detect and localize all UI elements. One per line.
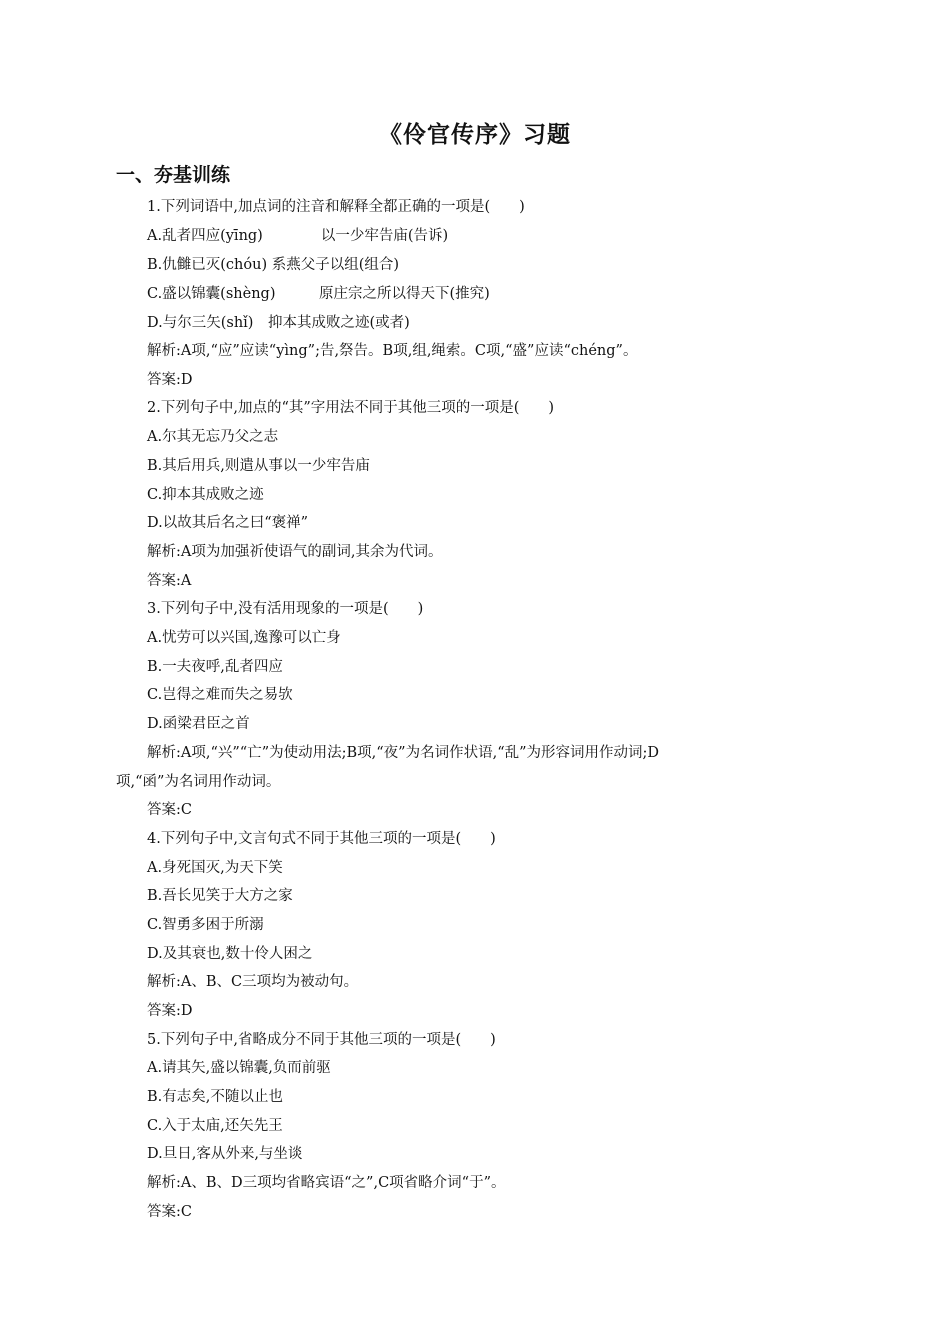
question-5-analysis: 解析:A、B、D三项均省略宾语“之”,C项省略介词“于”。 [147,1175,506,1191]
section-heading: 一、夯基训练 [116,164,231,186]
question-2-option-d: D.以故其后名之曰“褒禅” [147,515,309,531]
question-1-option-c: C.盛以锦囊(shèng) 原庄宗之所以得天下(推究) [147,286,490,302]
question-4-option-b: B.吾长见笑于大方之家 [147,888,293,904]
question-2-option-c: C.抑本其成败之迹 [147,487,264,503]
question-4-answer: 答案:D [147,1003,193,1019]
question-5-stem: 5.下列句子中,省略成分不同于其他三项的一项是( ) [147,1032,496,1048]
question-3-option-c: C.岂得之难而失之易欤 [147,687,293,703]
question-3-option-b: B.一夫夜呼,乱者四应 [147,659,283,675]
document-title: 《伶官传序》习题 [379,122,571,148]
question-2-answer: 答案:A [147,573,192,589]
question-4-analysis: 解析:A、B、C三项均为被动句。 [147,974,359,990]
question-4-stem: 4.下列句子中,文言句式不同于其他三项的一项是( ) [147,831,496,847]
question-3-option-d: D.函梁君臣之首 [147,716,250,732]
question-5-option-b: B.有志矣,不随以止也 [147,1089,283,1105]
question-5-option-a: A.请其矢,盛以锦囊,负而前驱 [147,1060,331,1076]
question-1-analysis: 解析:A项,“应”应读“yìng”;告,祭告。B项,组,绳索。C项,“盛”应读“chéng”。 [147,343,638,359]
question-5-answer: 答案:C [147,1204,192,1220]
question-3-analysis-continued: 项,“函”为名词用作动词。 [116,774,281,790]
question-4-option-d: D.及其衰也,数十伶人困之 [147,946,313,962]
question-3-answer: 答案:C [147,802,192,818]
question-2-option-a: A.尔其无忘乃父之志 [147,429,279,445]
question-3-option-a: A.忧劳可以兴国,逸豫可以亡身 [147,630,341,646]
question-1-option-b: B.仇雠已灭(chóu) 系燕父子以组(组合) [147,257,400,273]
question-4-option-a: A.身死国灭,为天下笑 [147,860,283,876]
question-1-stem: 1.下列词语中,加点词的注音和解释全都正确的一项是( ) [147,199,525,215]
question-1-option-d: D.与尔三矢(shǐ) 抑本其成败之迹(或者) [147,315,410,331]
question-5-option-c: C.入于太庙,还矢先王 [147,1118,283,1134]
question-1-option-a: A.乱者四应(yīng) 以一少牢告庙(告诉) [147,228,449,244]
question-3-analysis: 解析:A项,“兴”“亡”为使动用法;B项,“夜”为名词作状语,“乱”为形容词用作动词;D [147,745,660,761]
question-5-option-d: D.旦日,客从外来,与坐谈 [147,1146,303,1162]
question-1-answer: 答案:D [147,372,193,388]
question-2-option-b: B.其后用兵,则遣从事以一少牢告庙 [147,458,370,474]
question-3-stem: 3.下列句子中,没有活用现象的一项是( ) [147,601,424,617]
question-4-option-c: C.智勇多困于所溺 [147,917,264,933]
question-2-stem: 2.下列句子中,加点的“其”字用法不同于其他三项的一项是( ) [147,400,555,416]
question-2-analysis: 解析:A项为加强祈使语气的副词,其余为代词。 [147,544,443,560]
